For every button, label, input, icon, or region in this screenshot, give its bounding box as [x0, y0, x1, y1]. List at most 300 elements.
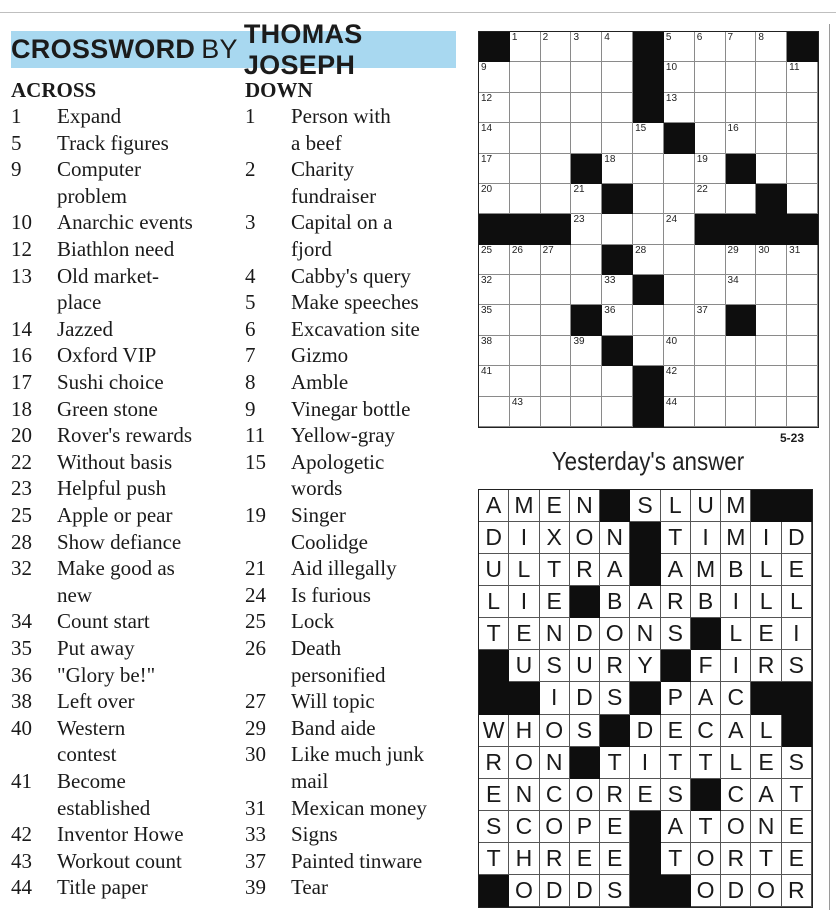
- puzzle-cell[interactable]: [571, 336, 602, 366]
- black-square: [726, 214, 757, 244]
- cell-number: 42: [665, 366, 678, 378]
- puzzle-cell[interactable]: [695, 336, 726, 366]
- puzzle-cell[interactable]: [510, 32, 541, 62]
- across-clue-32: [11, 555, 175, 582]
- puzzle-cell[interactable]: [787, 93, 818, 123]
- puzzle-cell[interactable]: [633, 336, 664, 366]
- answer-black-square: [691, 618, 721, 650]
- puzzle-cell[interactable]: [479, 366, 510, 396]
- cell-number: 10: [665, 62, 678, 74]
- clue-number: 3: [245, 210, 256, 235]
- puzzle-cell[interactable]: [664, 62, 695, 92]
- clue-number: 5: [11, 130, 22, 155]
- answer-letter: T: [691, 747, 721, 779]
- clue-text: Capital on a: [291, 210, 393, 235]
- across-clue-44: [11, 874, 148, 901]
- down-clue-39: [245, 874, 328, 901]
- answer-letter: O: [751, 875, 781, 907]
- puzzle-cell[interactable]: [787, 245, 818, 275]
- puzzle-cell[interactable]: [479, 93, 510, 123]
- clue-text: Person with: [291, 104, 391, 128]
- answer-black-square: [630, 554, 660, 586]
- answer-letter: P: [570, 811, 600, 843]
- puzzle-cell[interactable]: [602, 397, 633, 427]
- clue-text: Is furious: [291, 582, 371, 607]
- puzzle-cell[interactable]: [787, 184, 818, 214]
- answer-black-square: [630, 682, 660, 714]
- answer-letter: M: [509, 490, 539, 522]
- puzzle-cell[interactable]: [756, 366, 787, 396]
- puzzle-cell[interactable]: [510, 245, 541, 275]
- answer-letter: U: [479, 554, 509, 586]
- puzzle-cell[interactable]: [541, 245, 572, 275]
- puzzle-grid: [478, 31, 819, 428]
- black-square: [602, 184, 633, 214]
- clue-number: 2: [245, 157, 256, 182]
- black-square: [633, 366, 664, 396]
- cell-number: 29: [727, 244, 739, 256]
- clue-number: [245, 130, 291, 157]
- puzzle-cell[interactable]: [510, 93, 541, 123]
- answer-letter: I: [691, 522, 721, 554]
- puzzle-cell[interactable]: [633, 154, 664, 184]
- answer-letter: A: [661, 811, 691, 843]
- puzzle-cell[interactable]: [602, 93, 633, 123]
- puzzle-cell[interactable]: [756, 62, 787, 92]
- puzzle-cell[interactable]: [479, 275, 510, 305]
- across-clue-28: [11, 529, 181, 556]
- puzzle-cell[interactable]: [664, 154, 695, 184]
- puzzle-cell[interactable]: [602, 62, 633, 92]
- puzzle-cell[interactable]: [571, 184, 602, 214]
- down-clue-27: [245, 688, 375, 715]
- answer-black-square: [782, 715, 812, 747]
- answer-letter: C: [540, 779, 570, 811]
- puzzle-cell[interactable]: [726, 184, 757, 214]
- black-square: [633, 93, 664, 123]
- answer-letter: E: [479, 779, 509, 811]
- cell-number: 44: [665, 396, 678, 408]
- answer-letter: O: [691, 875, 721, 907]
- answer-letter: N: [751, 811, 781, 843]
- puzzle-cell[interactable]: [510, 336, 541, 366]
- black-square: [633, 397, 664, 427]
- clue-number: 29: [245, 715, 266, 740]
- puzzle-cell[interactable]: [664, 245, 695, 275]
- puzzle-cell[interactable]: [602, 366, 633, 396]
- puzzle-cell[interactable]: [695, 123, 726, 153]
- puzzle-cell[interactable]: [602, 32, 633, 62]
- answer-black-square: [751, 682, 781, 714]
- puzzle-cell[interactable]: [726, 123, 757, 153]
- puzzle-cell[interactable]: [664, 366, 695, 396]
- clue-text: place: [57, 290, 102, 315]
- puzzle-cell[interactable]: [695, 154, 726, 184]
- answer-letter: L: [509, 554, 539, 586]
- puzzle-cell[interactable]: [633, 245, 664, 275]
- answer-letter: O: [570, 779, 600, 811]
- clue-number: 43: [11, 848, 32, 873]
- down-clue-19: [245, 502, 346, 529]
- black-square: [571, 154, 602, 184]
- puzzle-cell[interactable]: [633, 305, 664, 335]
- clue-number: 8: [245, 370, 256, 394]
- across-clue-41: [11, 768, 126, 795]
- cell-number: 15: [635, 123, 647, 135]
- clue-text: Oxford VIP: [57, 343, 157, 368]
- answer-letter: L: [782, 586, 812, 618]
- cell-number: 17: [481, 153, 493, 165]
- black-square: [602, 336, 633, 366]
- answer-grid: [478, 489, 813, 908]
- puzzle-cell[interactable]: [756, 397, 787, 427]
- clue-text: new: [57, 582, 92, 607]
- clue-text: Track figures: [57, 130, 169, 155]
- answer-letter: M: [721, 522, 751, 554]
- puzzle-cell[interactable]: [571, 275, 602, 305]
- clue-text: a beef: [291, 130, 342, 155]
- clue-text: Old market-: [57, 263, 160, 288]
- puzzle-cell[interactable]: [756, 154, 787, 184]
- answer-letter: I: [782, 618, 812, 650]
- answer-letter: W: [479, 715, 509, 747]
- answer-letter: E: [751, 747, 781, 779]
- puzzle-cell[interactable]: [787, 366, 818, 396]
- clue-number: 34: [11, 609, 32, 634]
- puzzle-cell[interactable]: [541, 154, 572, 184]
- across-header: ACROSS: [11, 78, 97, 102]
- puzzle-cell[interactable]: [571, 366, 602, 396]
- clue-text: Left over: [57, 689, 135, 714]
- across-clue-12: [11, 236, 174, 263]
- answer-letter: L: [661, 490, 691, 522]
- right-rule: [829, 24, 830, 910]
- clue-text: problem: [57, 183, 127, 208]
- puzzle-cell[interactable]: [756, 275, 787, 305]
- answer-letter: C: [721, 779, 751, 811]
- answer-black-square: [570, 586, 600, 618]
- clue-text: "Glory be!": [57, 662, 156, 687]
- answer-letter: E: [509, 618, 539, 650]
- puzzle-cell[interactable]: [787, 62, 818, 92]
- answer-letter: B: [691, 586, 721, 618]
- cell-number: 3: [573, 32, 580, 43]
- down-clue-15-cont: [245, 475, 342, 502]
- clue-text: Singer: [291, 503, 346, 527]
- puzzle-cell[interactable]: [695, 397, 726, 427]
- cell-number: 34: [727, 275, 739, 287]
- black-square: [787, 214, 818, 244]
- cell-number: 35: [481, 305, 493, 317]
- answer-black-square: [630, 875, 660, 907]
- clue-text: Sushi choice: [57, 370, 164, 394]
- puzzle-cell[interactable]: [479, 62, 510, 92]
- answer-letter: S: [661, 618, 691, 650]
- clue-text: Biathlon need: [57, 237, 175, 261]
- clue-number: [245, 768, 291, 795]
- answer-letter: I: [721, 586, 751, 618]
- clue-number: 1: [11, 104, 22, 128]
- puzzle-cell[interactable]: [510, 275, 541, 305]
- cell-number: 33: [604, 275, 616, 287]
- puzzle-cell[interactable]: [602, 154, 633, 184]
- puzzle-cell[interactable]: [787, 275, 818, 305]
- clue-number: 23: [11, 476, 32, 501]
- puzzle-cell[interactable]: [726, 275, 757, 305]
- clue-number: 40: [11, 715, 32, 740]
- cell-number: 39: [573, 335, 585, 347]
- puzzle-cell[interactable]: [541, 62, 572, 92]
- crossword-banner: [11, 18, 456, 80]
- answer-letter: D: [721, 875, 751, 907]
- puzzle-cell[interactable]: [571, 93, 602, 123]
- puzzle-cell[interactable]: [571, 123, 602, 153]
- answer-letter: D: [570, 875, 600, 907]
- puzzle-cell[interactable]: [726, 93, 757, 123]
- puzzle-cell[interactable]: [479, 184, 510, 214]
- cell-number: 23: [573, 214, 585, 226]
- clue-number: 39: [245, 875, 266, 900]
- puzzle-cell[interactable]: [541, 123, 572, 153]
- puzzle-cell[interactable]: [787, 123, 818, 153]
- puzzle-cell[interactable]: [664, 397, 695, 427]
- puzzle-cell[interactable]: [695, 32, 726, 62]
- puzzle-cell[interactable]: [664, 184, 695, 214]
- answer-letter: D: [782, 522, 812, 554]
- puzzle-cell[interactable]: [571, 62, 602, 92]
- puzzle-cell[interactable]: [787, 305, 818, 335]
- answer-letter: N: [540, 618, 570, 650]
- black-square: [633, 32, 664, 62]
- answer-letter: T: [479, 618, 509, 650]
- puzzle-cell[interactable]: [510, 305, 541, 335]
- answer-letter: S: [782, 747, 812, 779]
- answer-letter: E: [661, 715, 691, 747]
- puzzle-cell[interactable]: [510, 123, 541, 153]
- across-clue-1: [11, 103, 121, 130]
- answer-letter: Y: [630, 650, 660, 682]
- puzzle-cell[interactable]: [479, 123, 510, 153]
- clue-number: 37: [245, 848, 266, 873]
- answer-letter: E: [540, 586, 570, 618]
- puzzle-cell[interactable]: [695, 184, 726, 214]
- puzzle-cell[interactable]: [695, 245, 726, 275]
- answer-letter: T: [782, 779, 812, 811]
- clue-number: 44: [11, 875, 32, 900]
- across-clue-13: [11, 263, 159, 290]
- clue-text: Western: [57, 715, 126, 740]
- clue-number: 9: [11, 157, 22, 182]
- puzzle-cell[interactable]: [695, 366, 726, 396]
- answer-black-square: [600, 715, 630, 747]
- answer-letter: E: [782, 554, 812, 586]
- puzzle-cell[interactable]: [787, 397, 818, 427]
- clue-number: 27: [245, 689, 266, 714]
- clue-number: 11: [245, 423, 266, 448]
- black-square: [602, 245, 633, 275]
- puzzle-cell[interactable]: [695, 93, 726, 123]
- puzzle-cell[interactable]: [633, 184, 664, 214]
- puzzle-cell[interactable]: [664, 32, 695, 62]
- answer-letter: P: [661, 682, 691, 714]
- clue-text: Inventor Howe: [57, 822, 184, 847]
- puzzle-cell[interactable]: [787, 336, 818, 366]
- cell-number: 16: [727, 123, 739, 135]
- clue-text: Rover's rewards: [57, 423, 192, 448]
- puzzle-cell[interactable]: [695, 275, 726, 305]
- down-clue-6: [245, 316, 420, 343]
- cell-number: 20: [481, 183, 493, 195]
- cell-number: 2: [542, 32, 549, 43]
- answer-black-square: [661, 875, 691, 907]
- answer-letter: E: [570, 843, 600, 875]
- cell-number: 27: [542, 244, 554, 256]
- puzzle-cell[interactable]: [756, 32, 787, 62]
- clue-text: Jazzed: [57, 316, 113, 341]
- answer-letter: A: [721, 715, 751, 747]
- across-clue-23: [11, 475, 166, 502]
- puzzle-cell[interactable]: [726, 245, 757, 275]
- puzzle-cell[interactable]: [571, 214, 602, 244]
- clue-number: 21: [245, 556, 266, 581]
- answer-letter: N: [540, 747, 570, 779]
- banner-author: THOMAS JOSEPH: [243, 18, 363, 80]
- puzzle-cell[interactable]: [479, 245, 510, 275]
- clue-number: 33: [245, 822, 266, 847]
- puzzle-cell[interactable]: [726, 397, 757, 427]
- clue-text: fundraiser: [291, 183, 377, 208]
- clue-number: 31: [245, 795, 266, 820]
- cell-number: 37: [696, 305, 708, 317]
- puzzle-cell[interactable]: [602, 275, 633, 305]
- puzzle-cell[interactable]: [510, 397, 541, 427]
- across-clue-9: [11, 156, 141, 183]
- answer-letter: C: [721, 682, 751, 714]
- puzzle-cell[interactable]: [510, 184, 541, 214]
- puzzle-cell[interactable]: [602, 123, 633, 153]
- puzzle-cell[interactable]: [695, 62, 726, 92]
- clue-number: 9: [245, 396, 256, 421]
- puzzle-cell[interactable]: [726, 366, 757, 396]
- cell-number: 43: [511, 396, 523, 408]
- puzzle-cell[interactable]: [602, 305, 633, 335]
- puzzle-cell[interactable]: [479, 336, 510, 366]
- banner-by: BY: [201, 34, 238, 64]
- across-clue-20: [11, 422, 192, 449]
- answer-letter: T: [661, 522, 691, 554]
- puzzle-cell[interactable]: [633, 214, 664, 244]
- answer-black-square: [479, 682, 509, 714]
- puzzle-cell[interactable]: [571, 245, 602, 275]
- across-clue-40-cont: [11, 741, 116, 768]
- puzzle-cell[interactable]: [541, 366, 572, 396]
- puzzle-cell[interactable]: [541, 305, 572, 335]
- down-clue-3: [245, 209, 392, 236]
- puzzle-cell[interactable]: [571, 397, 602, 427]
- answer-letter: B: [600, 586, 630, 618]
- clue-text: Count start: [57, 609, 150, 634]
- puzzle-cell[interactable]: [541, 93, 572, 123]
- clue-number: 15: [245, 449, 266, 474]
- answer-letter: I: [509, 522, 539, 554]
- clue-number: [11, 582, 57, 609]
- clue-number: 35: [11, 636, 32, 660]
- answer-letter: O: [540, 715, 570, 747]
- puzzle-cell[interactable]: [510, 154, 541, 184]
- answer-letter: O: [600, 618, 630, 650]
- puzzle-cell[interactable]: [664, 93, 695, 123]
- clue-number: 6: [245, 316, 256, 341]
- puzzle-cell[interactable]: [695, 305, 726, 335]
- cell-number: 4: [604, 32, 610, 43]
- answer-letter: F: [691, 650, 721, 682]
- black-square: [479, 214, 510, 244]
- cell-number: 30: [758, 244, 770, 256]
- black-square: [787, 32, 818, 62]
- down-clue-25: [245, 608, 334, 635]
- puzzle-cell[interactable]: [541, 32, 572, 62]
- puzzle-cell[interactable]: [479, 305, 510, 335]
- answer-letter: S: [630, 490, 660, 522]
- answer-letter: D: [630, 715, 660, 747]
- cell-number: 9: [481, 62, 487, 74]
- puzzle-cell[interactable]: [541, 397, 572, 427]
- puzzle-date: 5-23: [780, 431, 805, 445]
- puzzle-cell[interactable]: [541, 336, 572, 366]
- cell-number: 6: [696, 32, 703, 43]
- puzzle-cell[interactable]: [787, 154, 818, 184]
- clue-text: Put away: [57, 636, 135, 660]
- across-clue-18: [11, 396, 158, 423]
- puzzle-cell[interactable]: [479, 154, 510, 184]
- puzzle-cell[interactable]: [756, 336, 787, 366]
- puzzle-cell[interactable]: [756, 245, 787, 275]
- across-clue-5: [11, 130, 169, 157]
- puzzle-cell[interactable]: [756, 305, 787, 335]
- puzzle-cell[interactable]: [571, 32, 602, 62]
- down-clue-33: [245, 821, 338, 848]
- across-clue-9-cont: [11, 183, 127, 210]
- puzzle-cell[interactable]: [541, 184, 572, 214]
- clue-text: Lock: [291, 609, 335, 634]
- puzzle-cell[interactable]: [726, 336, 757, 366]
- black-square: [756, 214, 787, 244]
- puzzle-cell[interactable]: [664, 214, 695, 244]
- puzzle-cell[interactable]: [726, 32, 757, 62]
- clue-text: Tear: [291, 875, 328, 900]
- puzzle-cell[interactable]: [479, 397, 510, 427]
- answer-letter: N: [630, 618, 660, 650]
- puzzle-cell[interactable]: [602, 214, 633, 244]
- puzzle-cell[interactable]: [756, 123, 787, 153]
- puzzle-cell[interactable]: [664, 336, 695, 366]
- black-square: [695, 214, 726, 244]
- puzzle-cell[interactable]: [664, 275, 695, 305]
- puzzle-cell[interactable]: [541, 275, 572, 305]
- puzzle-cell[interactable]: [633, 123, 664, 153]
- black-square: [633, 275, 664, 305]
- puzzle-cell[interactable]: [664, 305, 695, 335]
- clue-number: 14: [11, 316, 32, 341]
- down-clue-26: [245, 635, 341, 662]
- puzzle-cell[interactable]: [756, 93, 787, 123]
- puzzle-cell[interactable]: [510, 62, 541, 92]
- clue-number: 26: [245, 636, 266, 660]
- answer-letter: S: [570, 715, 600, 747]
- puzzle-cell[interactable]: [726, 62, 757, 92]
- puzzle-cell[interactable]: [510, 366, 541, 396]
- answer-letter: E: [540, 490, 570, 522]
